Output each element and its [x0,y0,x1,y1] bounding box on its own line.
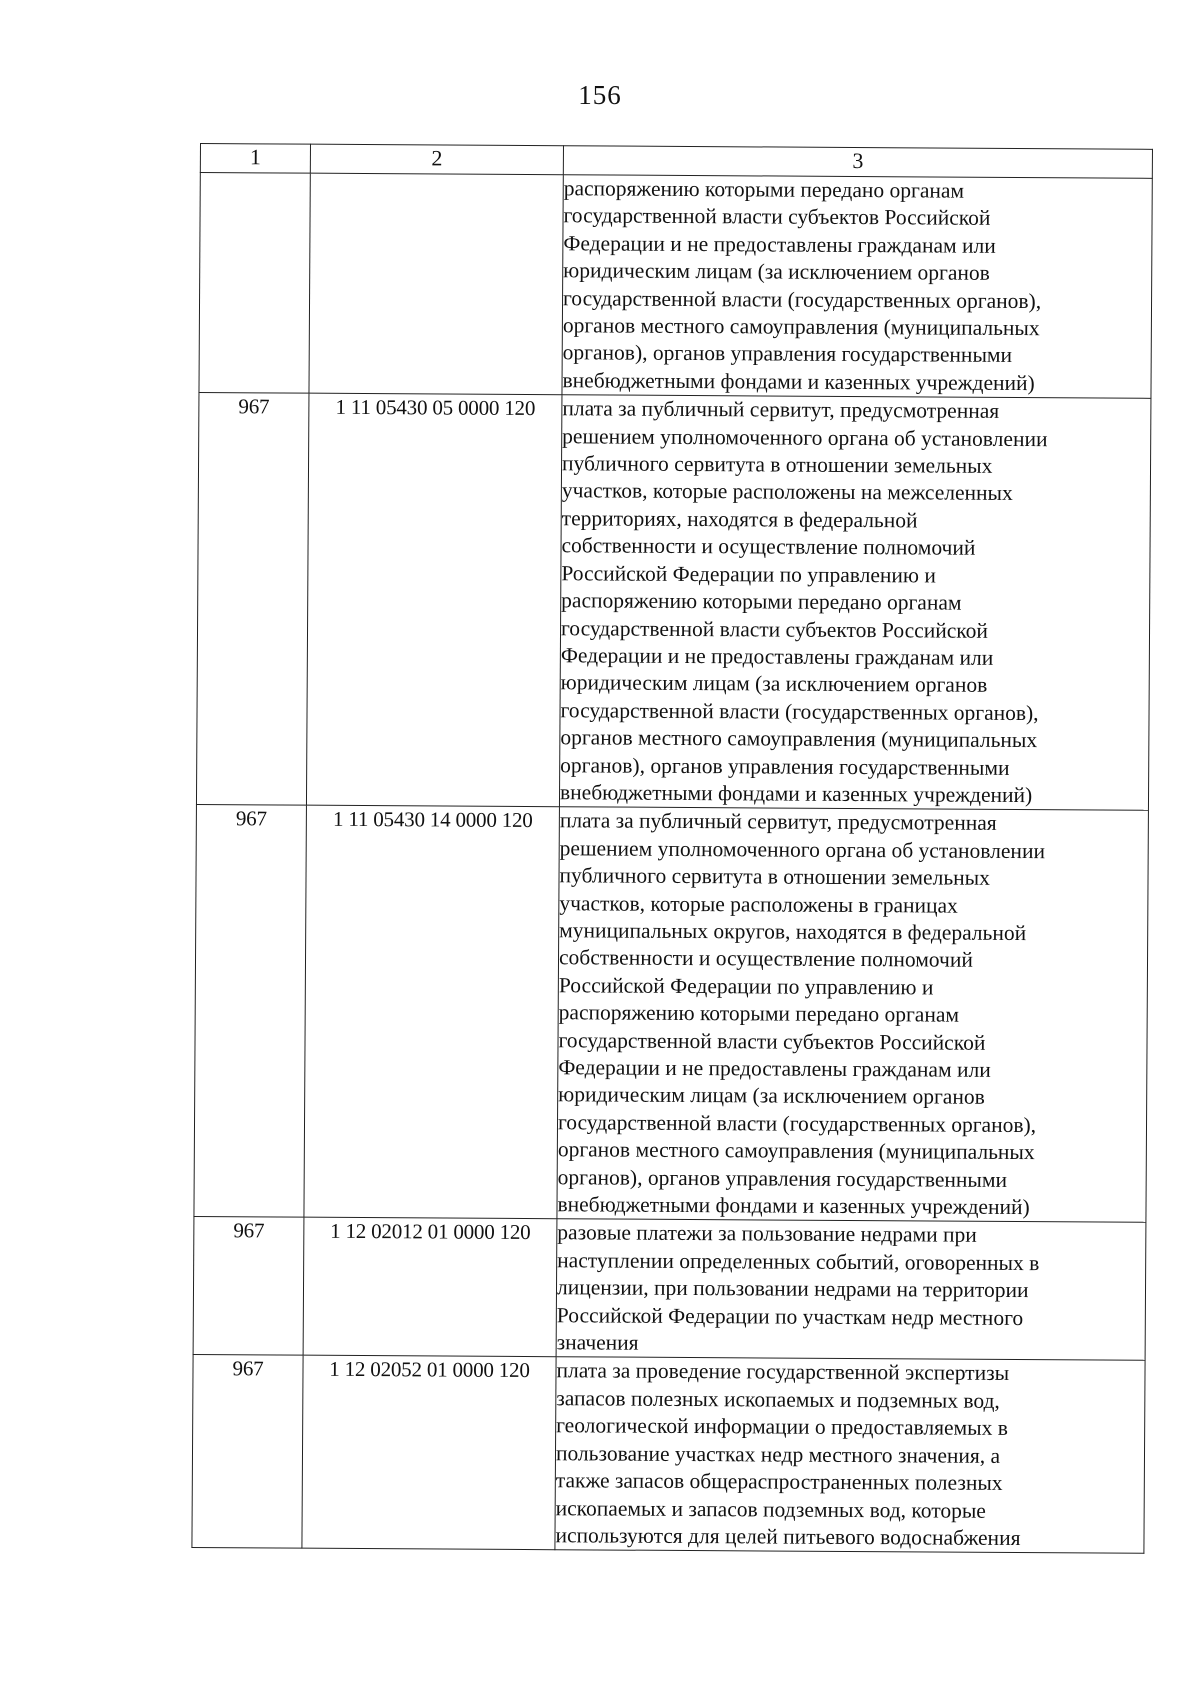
description-line: наступлении определенных событий, оговоренных в [557,1248,1040,1275]
description-line: используются для целей питьевого водоснабжения [555,1523,1021,1550]
description-line: распоряжению которыми передано органам [558,1000,960,1027]
header-col-3: 3 [563,146,1152,179]
table-row [193,1217,1146,1361]
description-line: внебюджетными фондами и казенных учреждений) [562,368,1035,395]
admin-code-cell: 967 [192,1355,303,1549]
description-cell [557,807,1149,1223]
description-line: органов местного самоуправления (муниципальных [560,725,1038,753]
description-line: также запасов общераспространенных полезных [555,1468,1003,1496]
description-line: Российской Федерации по управлению и [561,560,936,588]
admin-code-cell: 967 [194,805,307,1218]
description-cell [556,1219,1146,1361]
description-line: юридическим лицам (за исключением органов [563,258,990,286]
description-line: внебюджетными фондами и казенных учреждений) [559,780,1033,808]
description-line: государственной власти (государственных органов), [560,697,1039,725]
description-line: геологической информации о предоставляемых в [556,1413,1008,1441]
description-line: распоряжению которыми передано органам [561,588,962,615]
revenue-code-cell [309,173,563,395]
revenue-code-cell: 1 12 02012 01 0000 120 [303,1218,557,1358]
description-line: государственной власти (государственных органов), [557,1110,1037,1137]
description-line: участков, которые расположены на межселенных [561,478,1013,506]
description-line: разовые платежи за пользование недрами при [557,1220,977,1248]
description-line: собственности и осуществление полномочий [558,945,973,973]
page-number: 156 [578,80,622,110]
description-line: ископаемых и запасов подземных вод, которые [555,1495,986,1523]
revenue-code-cell: 1 12 02052 01 0000 120 [302,1356,556,1550]
table-row [199,173,1152,399]
description-line: Российской Федерации по управлению и [558,972,934,1000]
description-line: органов), органов управления государственными [557,1164,1008,1192]
description-line: собственности и осуществление полномочий [561,533,976,561]
revenue-codes-table [191,143,1153,1554]
table-row [196,393,1150,811]
description-line: органов), органов управления государственными [560,752,1010,780]
description-line: значения [556,1330,639,1355]
description-line: распоряжению которыми передано органам [563,176,965,203]
description-line: внебюджетными фондами и казенных учреждений) [557,1192,1030,1220]
description-line: юридическим лицам (за исключением органов [560,670,988,698]
description-line: органов местного самоуправления (муниципальных [557,1137,1035,1165]
admin-code-cell [199,173,310,394]
description-line: территориях, находятся в федеральной [561,506,918,533]
header-col-2: 2 [310,144,563,175]
description-line: органов местного самоуправления (муниципальных [562,313,1040,341]
table-row [192,1355,1145,1554]
description-line: государственной власти субъектов Российской [558,1027,986,1055]
revenue-code-cell: 1 11 05430 05 0000 120 [306,393,562,807]
description-line: Федерации и не предоставлены гражданам или [558,1055,991,1082]
description-line: государственной власти субъектов Российской [563,203,991,231]
description-line: пользование участках недр местного значения, а [555,1440,1001,1468]
description-line: муниципальных округов, находятся в федеральной [559,918,1027,946]
table-row [194,805,1148,1223]
description-line: решением уполномоченного органа об установлении [559,835,1046,863]
description-line: Федерации и не предоставлены гражданам или [560,643,994,670]
admin-code-cell: 967 [193,1217,304,1356]
description-line: органов), органов управления государственными [562,340,1013,368]
description-line: плата за публичный сервитут, предусмотренная [559,808,997,836]
description-line: лицензии, при пользовании недрами на территории [556,1275,1029,1303]
revenue-code-cell: 1 11 05430 14 0000 120 [304,806,560,1220]
description-line: плата за проведение государственной экспертизы [556,1358,1010,1386]
table-body [192,173,1152,1554]
description-cell [559,395,1151,811]
description-line: государственной власти субъектов Российской [560,615,988,643]
description-line: публичного сервитута в отношении земельных [561,451,993,478]
header-col-1: 1 [200,144,310,174]
description-line: запасов полезных ископаемых и подземных вод, [556,1386,1000,1413]
description-line: Федерации и не предоставлены гражданам или [563,231,996,258]
admin-code-cell: 967 [196,393,309,806]
description-line: решением уполномоченного органа об установлении [562,423,1048,451]
description-line: публичного сервитута в отношении земельных [559,863,990,890]
description-line: плата за публичный сервитут, предусмотренная [562,396,1000,424]
description-cell [555,1357,1145,1553]
description-line: государственной власти (государственных органов), [562,285,1042,313]
description-cell [562,175,1152,399]
description-line: юридическим лицам (за исключением органов [558,1082,985,1110]
description-line: участков, которые расположены в границах [559,890,958,918]
description-line: Российской Федерации по участкам недр местного [556,1302,1024,1330]
